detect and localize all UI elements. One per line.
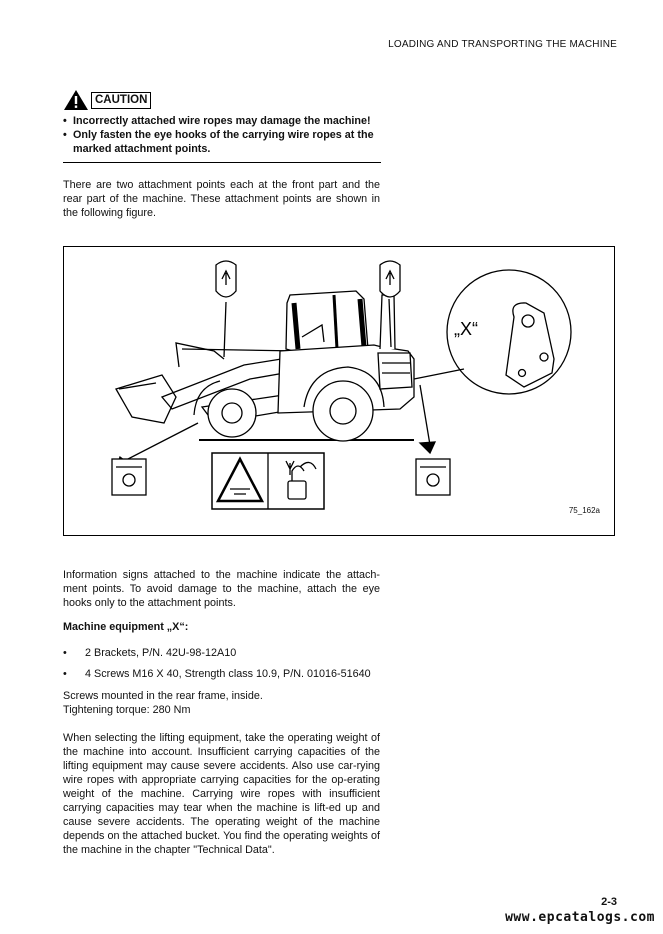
attachment-figure — [63, 246, 615, 536]
torque-note-line: Tightening torque: 280 Nm — [63, 704, 191, 716]
list-item: • 4 Screws M16 X 40, Strength class 10.9, P/N. 01016-51640 — [63, 667, 393, 681]
caution-notice — [63, 88, 381, 156]
screws-note — [63, 689, 380, 717]
page-number: 2-3 — [601, 896, 617, 908]
detail-label: „X“ — [454, 319, 478, 339]
list-item: • 2 Brackets, P/N. 42U-98-12A10 — [63, 646, 393, 660]
divider — [63, 162, 381, 163]
caution-list — [63, 114, 381, 156]
figure-code: 75_162a — [568, 506, 600, 515]
lifting-paragraph: When selecting the lifting equipment, take the operating weight of the machine into account. Insufficient carrying capacities of the lifting equipment may cause severe accidents. Also use car-rying wire ropes with appropriate carrying capacities for the op-erating weight of the machine. Carrying wire ropes with insufficient carrying capacities may tear when the machine is lift-ed up and cause severe accidents. The operating weight of the machine depends on the attached bucket. You find the operating weights of the machine in the chapter "Technical Data". — [63, 732, 380, 856]
equipment-list — [63, 646, 393, 688]
wheel-loader-illustration — [64, 247, 614, 535]
watermark: www.epcatalogs.com — [505, 910, 655, 925]
info-paragraph: Information signs attached to the machine indicate the attach-ment points. To avoid damage to the machine, attach the eye hooks only to the attachment points. — [63, 569, 380, 609]
warning-triangle-icon — [63, 89, 89, 111]
caution-item: • Incorrectly attached wire ropes may damage the machine! — [63, 114, 381, 128]
screws-note-line: Screws mounted in the rear frame, inside. — [63, 690, 263, 702]
section-header: LOADING AND TRANSPORTING THE MACHINE — [388, 39, 617, 50]
equipment-heading: Machine equipment „X“: — [63, 621, 189, 633]
caution-item: • Only fasten the eye hooks of the carrying wire ropes at the marked attachment points. — [63, 128, 381, 156]
intro-paragraph: There are two attachment points each at the front part and the rear part of the machine. These attachment points are shown in the following figure. — [63, 179, 380, 219]
caution-label: CAUTION — [91, 92, 151, 109]
